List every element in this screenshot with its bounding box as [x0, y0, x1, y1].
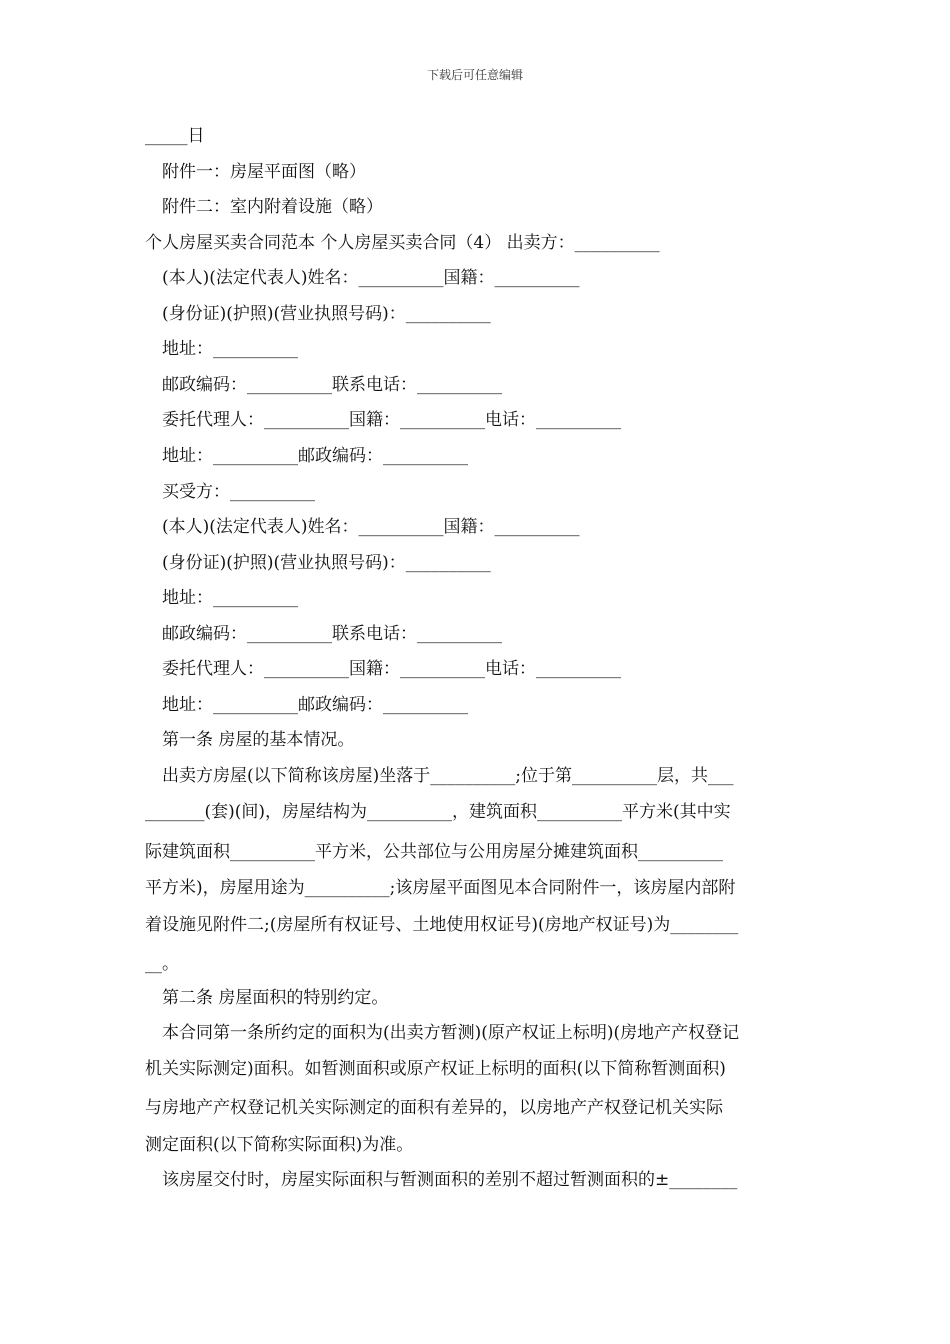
- buyer-address-line: 地址：__________: [162, 588, 298, 608]
- buyer-postcode-line: 邮政编码：__________联系电话：__________: [162, 624, 502, 644]
- article-one-text-1: 出卖方房屋(以下简称该房屋)坐落于__________;位于第__________层，共___: [162, 766, 734, 786]
- attachment-two-line: 附件二：室内附着设施（略）: [162, 197, 383, 217]
- article-two-text-5: 该房屋交付时，房屋实际面积与暂测面积的差别不超过暂测面积的±________: [162, 1170, 738, 1190]
- seller-id-line: (身份证)(护照)(营业执照号码)：__________: [162, 304, 491, 324]
- article-one-text-3: 际建筑面积__________平方米，公共部位与公用房屋分摊建筑面积__________: [145, 842, 723, 862]
- date-blank-line: _____日: [145, 126, 205, 146]
- contract-title-line: 个人房屋买卖合同范本 个人房屋买卖合同（4） 出卖方：__________: [145, 233, 660, 253]
- attachment-one-line: 附件一：房屋平面图（略）: [162, 162, 366, 182]
- seller-address-line: 地址：__________: [162, 339, 298, 359]
- article-one-heading: 第一条 房屋的基本情况。: [162, 730, 355, 750]
- buyer-name-line: (本人)(法定代表人)姓名：__________国籍：__________: [162, 517, 580, 537]
- seller-agent-line: 委托代理人：__________国籍：__________电话：__________: [162, 410, 621, 430]
- article-two-text-2: 机关实际测定)面积。如暂测面积或原产权证上标明的面积(以下简称暂测面积): [145, 1059, 726, 1079]
- article-one-text-6: __。: [145, 954, 179, 974]
- article-one-text-2: _______(套)(间)，房屋结构为__________，建筑面积__________平方米(其中实: [145, 802, 731, 822]
- seller-name-line: (本人)(法定代表人)姓名：__________国籍：__________: [162, 268, 580, 288]
- page-header-note: 下载后可任意编辑: [426, 68, 523, 82]
- seller-postcode-line: 邮政编码：__________联系电话：__________: [162, 375, 502, 395]
- article-one-text-5: 着设施见附件二;(房屋所有权证号、土地使用权证号)(房地产权证号)为________: [145, 915, 739, 935]
- buyer-line: 买受方：__________: [162, 482, 315, 502]
- buyer-id-line: (身份证)(护照)(营业执照号码)：__________: [162, 553, 491, 573]
- article-two-text-1: 本合同第一条所约定的面积为(出卖方暂测)(原产权证上标明)(房地产产权登记: [162, 1023, 740, 1043]
- article-one-text-4: 平方米)，房屋用途为__________;该房屋平面图见本合同附件一，该房屋内部附: [145, 878, 736, 898]
- article-two-text-3: 与房地产产权登记机关实际测定的面积有差异的，以房地产产权登记机关实际: [145, 1098, 723, 1118]
- article-two-text-4: 测定面积(以下简称实际面积)为准。: [145, 1135, 414, 1155]
- buyer-agent-address-line: 地址：__________邮政编码：__________: [162, 695, 468, 715]
- seller-agent-address-line: 地址：__________邮政编码：__________: [162, 446, 468, 466]
- article-two-heading: 第二条 房屋面积的特别约定。: [162, 988, 389, 1008]
- buyer-agent-line: 委托代理人：__________国籍：__________电话：__________: [162, 659, 621, 679]
